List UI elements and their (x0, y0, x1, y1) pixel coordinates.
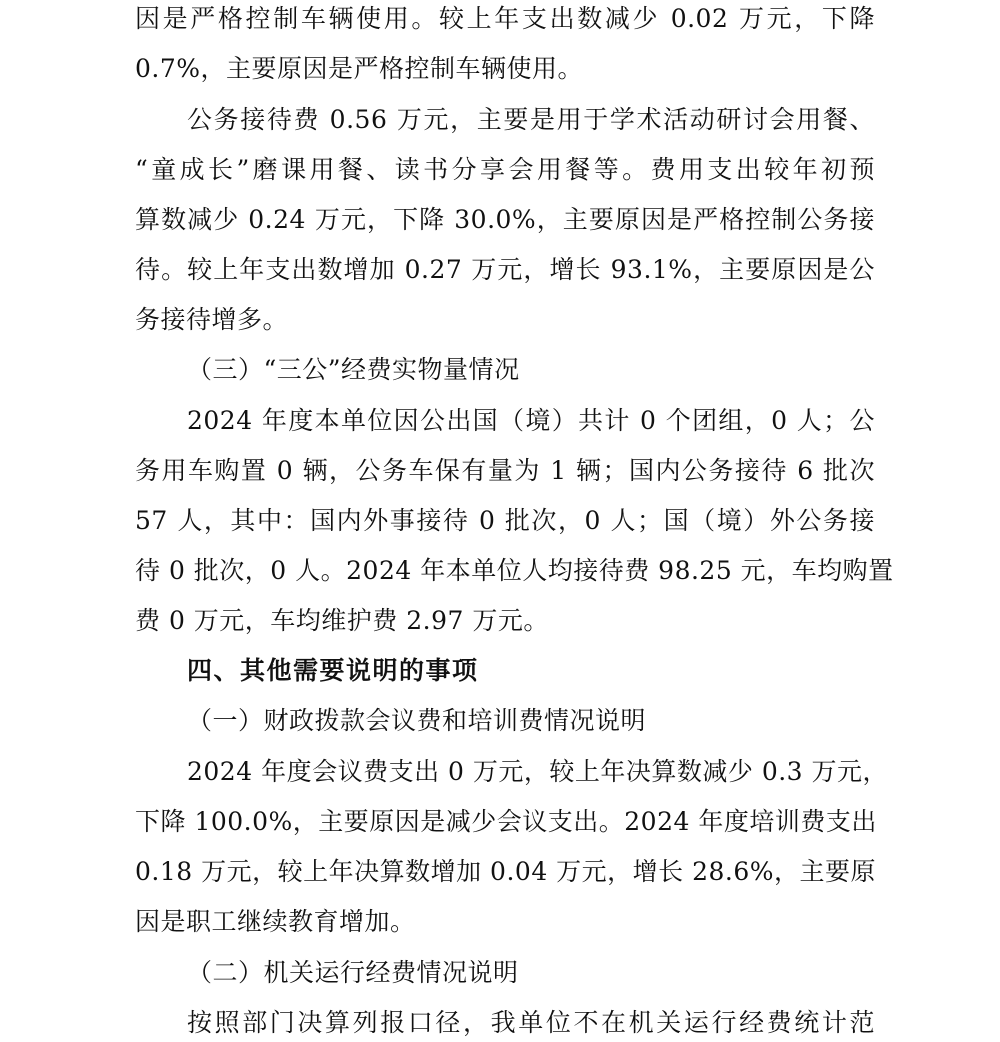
body-text-line: 下降 100.0%，主要原因是减少会议支出。2024 年度培训费支出 (135, 807, 877, 836)
subsection-heading: （一）财政拨款会议费和培训费情况说明 (187, 706, 647, 735)
body-text-line: 务接待增多。 (135, 305, 289, 334)
body-text-line: 公务接待费 0.56 万元，主要是用于学术活动研讨会用餐、 (187, 105, 875, 134)
body-text-line: 按照部门决算列报口径，我单位不在机关运行经费统计范 (187, 1008, 875, 1037)
body-text-line: 0.7%，主要原因是严格控制车辆使用。 (135, 54, 584, 83)
body-text-line: 2024 年度会议费支出 0 万元，较上年决算数减少 0.3 万元， (187, 757, 889, 786)
body-text-line: 费 0 万元，车均维护费 2.97 万元。 (135, 606, 549, 635)
body-text-line: 务用车购置 0 辆，公务车保有量为 1 辆；国内公务接待 6 批次 (135, 456, 875, 485)
body-text-line: “童成长”磨课用餐、读书分享会用餐等。费用支出较年初预 (135, 155, 875, 184)
body-text-line: 待 0 批次，0 人。2024 年本单位人均接待费 98.25 元，车均购置 (135, 556, 894, 585)
body-text-line: 因是严格控制车辆使用。较上年支出数减少 0.02 万元，下降 (135, 4, 875, 33)
subsection-heading: （二）机关运行经费情况说明 (187, 958, 519, 987)
body-text-line: 待。较上年支出数增加 0.27 万元，增长 93.1%，主要原因是公 (135, 255, 875, 284)
subsection-heading: （三）“三公”经费实物量情况 (187, 355, 520, 384)
body-text-line: 因是职工继续教育增加。 (135, 907, 416, 936)
body-text-line: 算数减少 0.24 万元，下降 30.0%，主要原因是严格控制公务接 (135, 205, 875, 234)
body-text-line: 2024 年度本单位因公出国（境）共计 0 个团组，0 人；公 (187, 406, 875, 435)
body-text-line: 57 人，其中：国内外事接待 0 批次，0 人；国（境）外公务接 (135, 506, 875, 535)
body-text-line: 0.18 万元，较上年决算数增加 0.04 万元，增长 28.6%，主要原 (135, 857, 877, 886)
section-heading: 四、其他需要说明的事项 (187, 656, 479, 685)
